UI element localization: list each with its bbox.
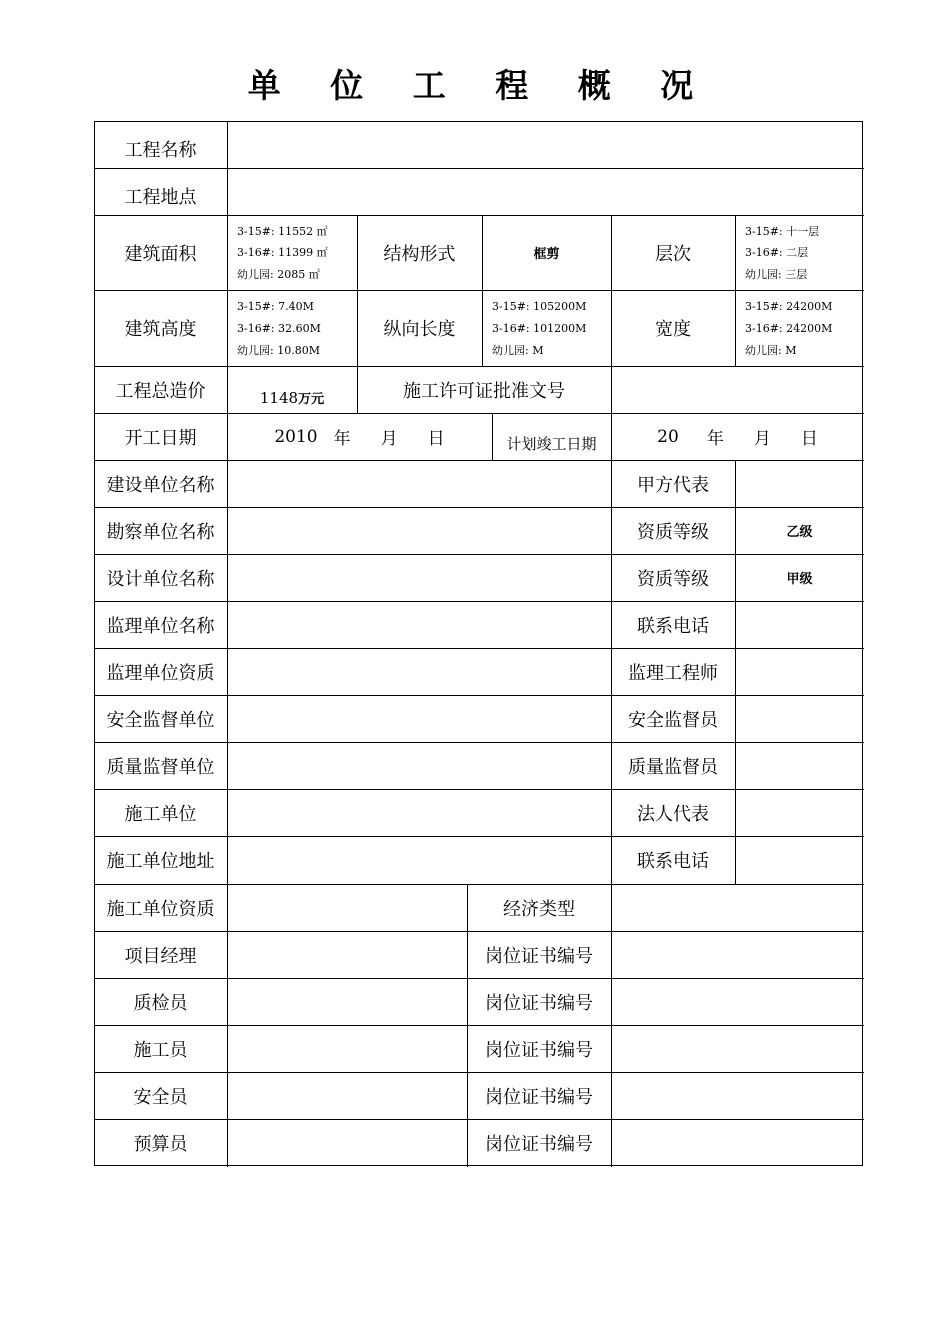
estimator-cert-field[interactable] xyxy=(611,1119,864,1167)
label-construction-address: 施工单位地址 xyxy=(106,851,215,872)
total-cost-number: 1148 xyxy=(259,389,299,407)
label-width: 宽度 xyxy=(655,319,691,340)
label-total-cost: 工程总造价 xyxy=(115,380,206,402)
permit-no-field[interactable] xyxy=(611,366,864,413)
constructor-cert-field[interactable] xyxy=(611,1025,864,1072)
safety-supervision-unit-field[interactable] xyxy=(227,695,611,742)
label-safety-supervision-unit: 安全监督单位 xyxy=(106,709,215,731)
label-supervision-phone: 联系电话 xyxy=(637,615,709,637)
page-title: 单 位 工 程 概 况 xyxy=(247,66,713,105)
label-legal-rep: 法人代表 xyxy=(637,803,709,825)
supervision-engineer-field[interactable] xyxy=(735,648,864,695)
construction-phone-field[interactable] xyxy=(735,836,864,884)
completion-year: 20 xyxy=(657,426,679,447)
label-project-name: 工程名称 xyxy=(124,140,197,161)
label-survey-grade: 资质等级 xyxy=(637,521,709,543)
start-day-char: 日 xyxy=(427,429,445,449)
label-quality-supervisor: 质量监督员 xyxy=(628,756,718,778)
constructor-field[interactable] xyxy=(227,1025,467,1072)
construction-qual-field[interactable] xyxy=(227,884,467,931)
building-area-values xyxy=(227,215,357,290)
length-line: 3-15#: 105200M xyxy=(492,300,587,313)
label-design-grade: 资质等级 xyxy=(637,568,709,590)
length-line: 幼儿园: M xyxy=(492,344,544,357)
construction-unit-field[interactable] xyxy=(227,789,611,836)
floors-line: 3-16#: 二层 xyxy=(745,246,809,260)
project-manager-cert-field[interactable] xyxy=(611,931,864,978)
inspector-cert-field[interactable] xyxy=(611,978,864,1025)
label-floors: 层次 xyxy=(655,243,691,265)
height-line: 3-15#: 7.40M xyxy=(237,300,314,313)
area-line: 3-16#: 11399 ㎡ xyxy=(237,246,328,260)
quality-supervision-unit-field[interactable] xyxy=(227,742,611,789)
label-constructor: 施工员 xyxy=(133,1039,188,1061)
label-project-manager: 项目经理 xyxy=(124,945,197,967)
estimator-field[interactable] xyxy=(227,1119,467,1167)
completion-month-char: 月 xyxy=(753,429,771,449)
start-year: 2010 xyxy=(274,426,318,447)
project-location-field[interactable] xyxy=(227,168,864,215)
project-name-field[interactable] xyxy=(227,121,864,168)
label-survey-unit: 勘察单位名称 xyxy=(106,521,215,543)
length-line: 3-16#: 101200M xyxy=(492,322,587,335)
label-structure-type: 结构形式 xyxy=(383,243,456,265)
construction-address-field[interactable] xyxy=(227,836,611,884)
label-cert-no: 岗位证书编号 xyxy=(485,1086,593,1108)
width-line: 3-16#: 24200M xyxy=(745,322,833,335)
label-design-unit: 设计单位名称 xyxy=(106,568,215,590)
label-supervision-unit: 监理单位名称 xyxy=(106,615,215,637)
label-permit-no: 施工许可证批准文号 xyxy=(403,380,565,402)
width-values xyxy=(735,290,864,366)
label-cert-no: 岗位证书编号 xyxy=(485,1039,593,1061)
label-construction-qual: 施工单位资质 xyxy=(106,898,215,920)
safety-officer-cert-field[interactable] xyxy=(611,1072,864,1119)
start-date-value[interactable] xyxy=(227,413,492,460)
label-construction-unit: 施工单位 xyxy=(124,803,197,825)
label-owner-unit: 建设单位名称 xyxy=(106,474,215,496)
label-economic-type: 经济类型 xyxy=(503,898,575,920)
design-unit-field[interactable] xyxy=(227,554,611,601)
label-supervision-engineer: 监理工程师 xyxy=(628,662,718,684)
label-cert-no: 岗位证书编号 xyxy=(485,992,593,1014)
quality-supervisor-field[interactable] xyxy=(735,742,864,789)
completion-date-value[interactable] xyxy=(611,413,864,460)
label-safety-supervisor: 安全监督员 xyxy=(628,709,718,731)
label-cert-no: 岗位证书编号 xyxy=(485,945,593,967)
height-line: 幼儿园: 10.80M xyxy=(237,344,320,357)
survey-unit-field[interactable] xyxy=(227,507,611,554)
width-line: 幼儿园: M xyxy=(745,344,797,357)
completion-day-char: 日 xyxy=(800,429,818,449)
project-manager-field[interactable] xyxy=(227,931,467,978)
total-cost-value xyxy=(227,366,357,413)
total-cost-unit: 万元 xyxy=(298,392,325,407)
area-line: 幼儿园: 2085 ㎡ xyxy=(237,268,320,282)
project-overview-table xyxy=(94,121,864,1167)
survey-grade-value: 乙级 xyxy=(786,525,813,540)
design-grade-value: 甲级 xyxy=(786,572,813,587)
label-building-height: 建筑高度 xyxy=(124,319,197,340)
inspector-field[interactable] xyxy=(227,978,467,1025)
label-inspector: 质检员 xyxy=(133,992,188,1014)
label-start-date: 开工日期 xyxy=(124,427,197,449)
supervision-phone-field[interactable] xyxy=(735,601,864,648)
label-safety-officer: 安全员 xyxy=(133,1086,188,1108)
supervision-unit-field[interactable] xyxy=(227,601,611,648)
label-building-area: 建筑面积 xyxy=(124,243,197,265)
label-construction-phone: 联系电话 xyxy=(637,851,709,872)
owner-rep-field[interactable] xyxy=(735,460,864,507)
width-line: 3-15#: 24200M xyxy=(745,300,833,313)
building-height-values xyxy=(227,290,357,366)
label-longitudinal-length: 纵向长度 xyxy=(383,319,456,340)
safety-supervisor-field[interactable] xyxy=(735,695,864,742)
floors-line: 3-15#: 十一层 xyxy=(745,224,820,238)
economic-type-field[interactable] xyxy=(611,884,864,931)
legal-rep-field[interactable] xyxy=(735,789,864,836)
area-line: 3-15#: 11552 ㎡ xyxy=(237,224,328,238)
floors-values xyxy=(735,215,864,290)
completion-year-char: 年 xyxy=(706,429,724,449)
length-values xyxy=(482,290,611,366)
label-planned-completion: 计划竣工日期 xyxy=(506,435,597,453)
structure-type-value: 框剪 xyxy=(533,247,560,262)
height-line: 3-16#: 32.60M xyxy=(237,322,321,335)
start-year-char: 年 xyxy=(333,429,351,449)
supervision-qual-field[interactable] xyxy=(227,648,611,695)
label-project-location: 工程地点 xyxy=(124,187,197,208)
label-quality-supervision-unit: 质量监督单位 xyxy=(106,756,215,778)
safety-officer-field[interactable] xyxy=(227,1072,467,1119)
start-month-char: 月 xyxy=(380,429,398,449)
label-cert-no: 岗位证书编号 xyxy=(485,1134,593,1155)
floors-line: 幼儿园: 三层 xyxy=(745,268,808,282)
label-estimator: 预算员 xyxy=(133,1134,188,1155)
label-owner-rep: 甲方代表 xyxy=(637,474,709,496)
label-supervision-qual: 监理单位资质 xyxy=(106,662,215,684)
owner-unit-field[interactable] xyxy=(227,460,611,507)
